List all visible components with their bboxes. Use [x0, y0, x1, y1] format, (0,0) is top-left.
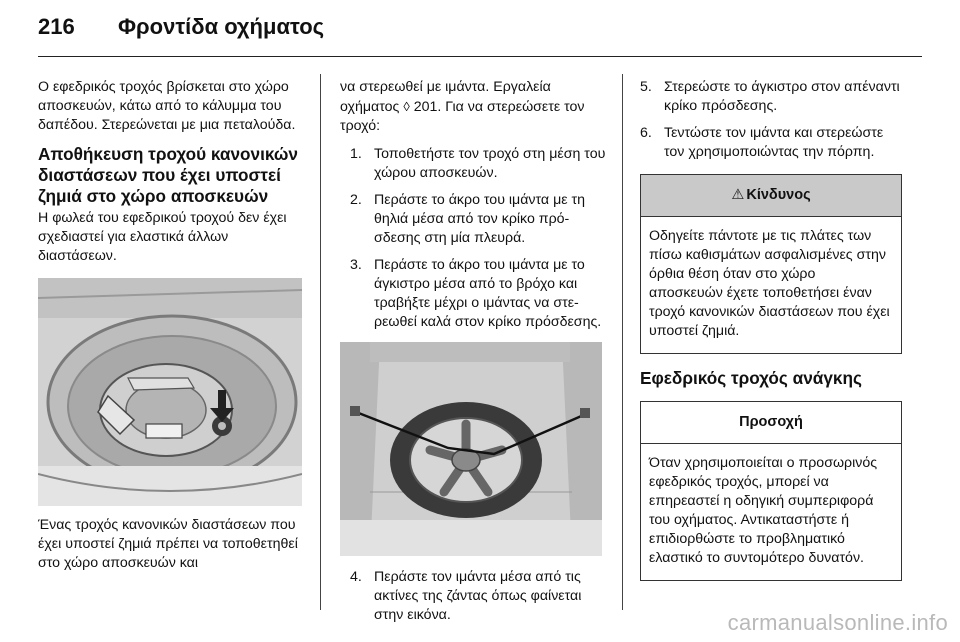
step-text: Τεντώστε τον ιμάντα και στερεώστε τον χρησιμοποιώντας την πόρπη. — [664, 125, 884, 160]
warning-triangle-icon: ⚠ — [731, 187, 745, 203]
figure-caption: Ένας τροχός κανονικών διαστάσεων που έχει υποστεί ζημιά πρέπει να τοποθετηθεί στο χώρο αποσκευών και — [38, 517, 298, 571]
intro-paragraph: Ο εφεδρικός τροχός βρίσκεται στο χώρο αποσκευών, κάτω από το κάλυμμα του δαπέδου. Στερεώνεται με μια πεταλούδα. — [38, 79, 296, 133]
caution-box-text: Όταν χρησιμοποιείται ο προσωρινός εφεδρικός τροχός, μπορεί να επηρεαστεί η οδηγική συμπεριφορά του οχήματος. Αντικαταστήστε ή επιδιορθώστε το προβληματικό ελαστικό το συντομότερο δυνατόν. — [649, 455, 878, 566]
list-item — [350, 256, 608, 332]
step-text: Τοποθετήστε τον τροχό στη μέση του χώρου αποσκευών. — [374, 146, 606, 181]
danger-box-header — [641, 175, 901, 217]
list-item — [640, 124, 902, 162]
danger-box-title: Κίνδυνος — [746, 187, 811, 203]
danger-box — [640, 174, 902, 354]
watermark: carmanualsonline.info — [727, 610, 948, 635]
step-text: Στερεώστε το άγκιστρο στον απέναντι κρίκο πρόσδεσης. — [664, 79, 900, 114]
continued-text-b: 201. Για να στερεώσετε τον τροχό: — [340, 99, 585, 134]
spare-wheel-well-figure — [38, 278, 302, 506]
middle-column — [340, 78, 608, 633]
column-divider-left — [320, 74, 321, 610]
danger-box-text: Οδηγείτε πάντοτε με τις πλάτες των πίσω καθισμάτων ασφαλισμένες στην όρθια θέση όταν στο χώρο αποσκευών έχετε τοποθετήσει έναν τροχό κανονικών διαστάσεων που έχει υποστεί ζημιά. — [649, 228, 890, 339]
right-column — [640, 78, 902, 595]
steps-list-c — [640, 78, 902, 162]
step-text: Περάστε τον ιμάντα μέσα από τις ακτίνες της ζάντας όπως φαίνεται στην εικόνα. — [374, 569, 582, 623]
left-column — [38, 78, 302, 573]
step-text: Περάστε το άκρο του ιμάντα με τη θηλιά μέσα από τον κρίκο πρόσδεσης στη μία πλευρά. — [374, 192, 586, 246]
step-number: 2. — [350, 192, 362, 208]
column-divider-right — [622, 74, 623, 610]
section-heading-damaged-wheel: Αποθήκευση τροχού κανονικών διαστάσεων που έχει υποστεί ζημιά στο χώρο αποσκευών — [38, 144, 298, 206]
steps-list-a — [350, 145, 608, 332]
caution-box-title: Προσοχή — [641, 402, 901, 444]
section-heading-temporary-spare: Εφεδρικός τροχός ανάγκης — [640, 368, 862, 388]
steps-list-b — [350, 568, 608, 625]
step-number: 4. — [350, 569, 362, 585]
section-text: Η φωλεά του εφεδρικού τροχού δεν έχει σχεδιαστεί για ελαστικά άλλων διαστάσεων. — [38, 210, 287, 264]
arrow-reference-icon: ◊ — [403, 99, 410, 114]
continued-paragraph — [340, 78, 608, 136]
step-number: 6. — [640, 125, 652, 141]
step-text: Περάστε το άκρο του ιμάντα με το άγκιστρο μέσα από το βρόχο και τραβήξτε μέχρι ο ιμάντας να στερεωθεί καλά στον κρίκο πρόσδεσης. — [374, 257, 602, 330]
header-rule — [38, 56, 922, 57]
list-item — [640, 78, 902, 116]
step-number: 1. — [350, 146, 362, 162]
caution-box — [640, 401, 902, 581]
list-item — [350, 145, 608, 183]
step-number: 5. — [640, 79, 652, 95]
list-item — [350, 568, 608, 625]
page-number: 216 — [38, 14, 75, 39]
continued-text-a: να στερεωθεί με ιμάντα. Εργαλεία οχήματος — [340, 79, 551, 115]
wheel-strapped-in-trunk-figure — [340, 342, 602, 556]
list-item — [350, 191, 608, 248]
page-title: Φροντίδα οχήματος — [118, 14, 325, 39]
step-number: 3. — [350, 257, 362, 273]
